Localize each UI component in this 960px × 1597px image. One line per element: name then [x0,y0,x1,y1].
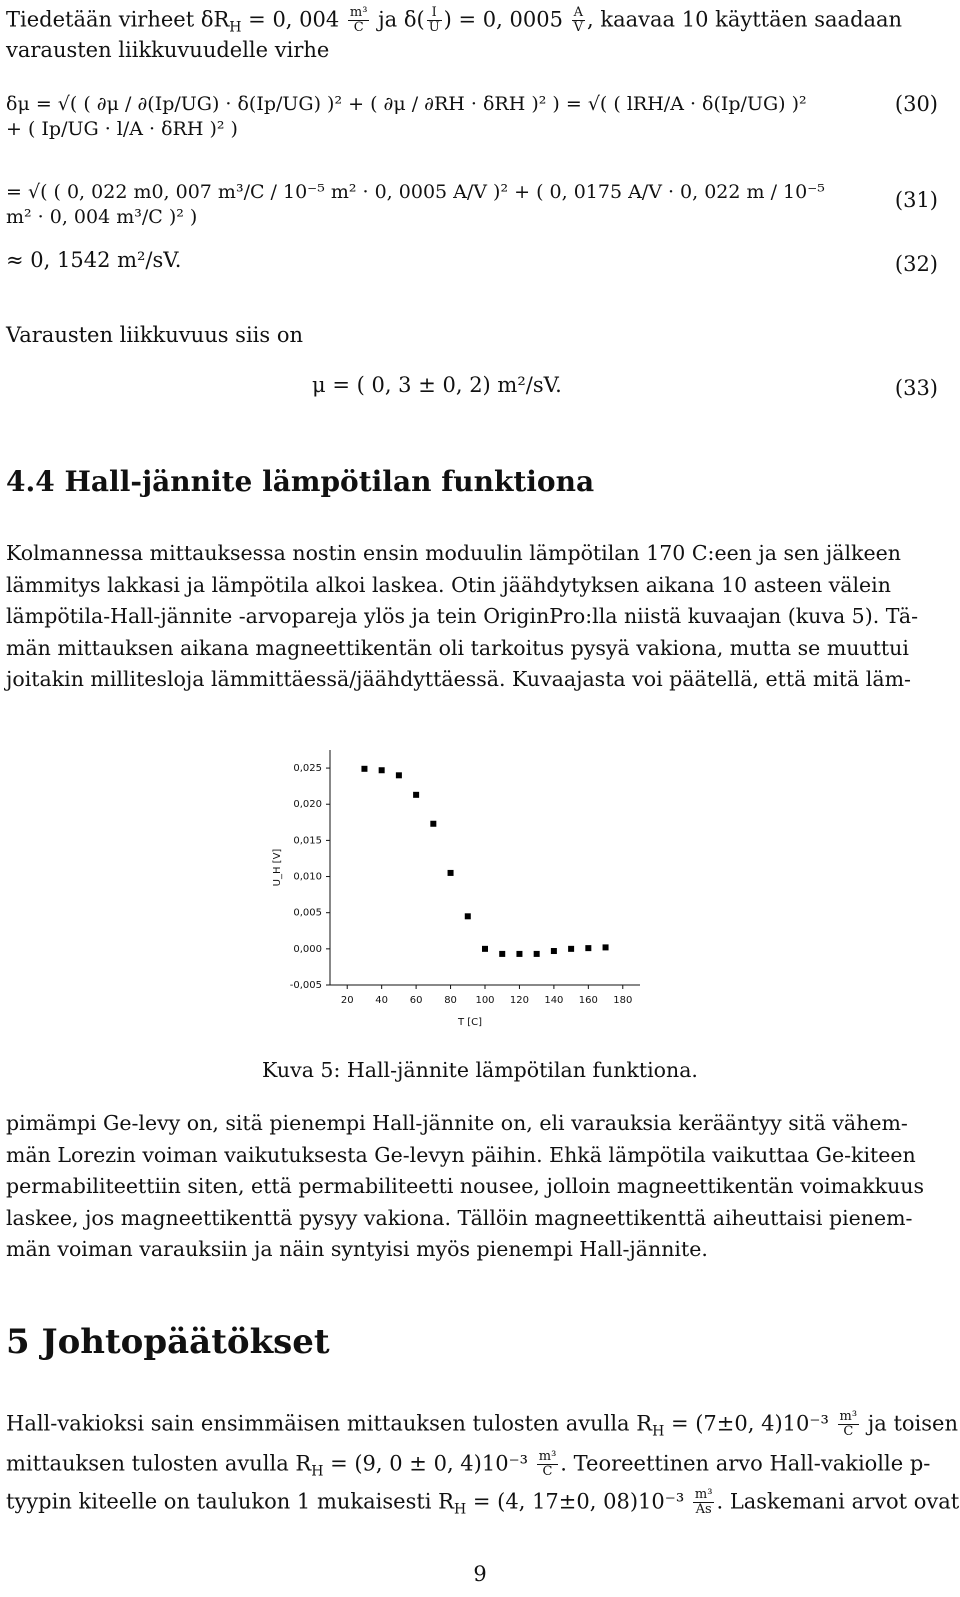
paragraph-line: lämmitys lakkasi ja lämpötila alkoi laskea. Otin jäähdytyksen aikana 10 asteen välein [6,572,891,597]
frac-den: U [428,20,440,36]
sub-h: H [311,1463,324,1480]
section-5-line-2 [6,1450,946,1480]
paragraph-line: pimämpi Ge-levy on, sitä pienempi Hall-jännite on, eli varauksia kerääntyy sitä vähem- [6,1111,908,1135]
intro-eq2: ) = 0, 0005 [443,7,570,32]
section-5-title: 5 Johtopäätökset [6,1322,330,1362]
paragraph-line: män voiman varauksiin ja näin syntyisi myös pienempi Hall-jännite. [6,1237,708,1261]
section-5-line-3 [6,1487,960,1518]
y-tick-label: 0,025 [293,763,322,775]
data-point [499,951,505,957]
frac-num: m³ [538,1449,557,1464]
paragraph-line: män mittauksen aikana magneettikentän oli tarkoitus pysyä vakiona, mutta se muuttui [6,635,909,660]
rh-value-theoretical: = (4, 17±0, 08)10⁻³ [466,1489,691,1514]
rh-value-2: = (9, 0 ± 0, 4)10⁻³ [323,1451,535,1476]
paragraph-line: laskee, jos magneettikenttä pysyy vakiona. Tällöin magneettikenttä aiheuttaisi pienem- [6,1205,913,1230]
section-5-tail: ja toisen [861,1411,959,1436]
equation-30 [6,92,826,141]
intro-frac-ipug [427,6,442,36]
equation-32-text: ≈ 0, 1542 m²/sV. [6,248,182,272]
y-tick-label: 0,020 [293,799,322,811]
chart-root [272,750,640,1028]
mobility-intro: Varausten liikkuvuus siis on [6,323,304,347]
data-point [396,772,402,778]
y-tick-label: -0,005 [289,980,322,991]
frac-den: C [542,1464,553,1480]
x-tick-label: 180 [613,995,633,1006]
unit-frac [838,1410,860,1440]
data-point [465,913,471,919]
y-axis-label: U_H [V] [272,848,283,887]
data-point [430,821,436,827]
equation-number-32: (32) [894,252,938,276]
equation-33 [312,373,562,397]
rh-value-1: = (7±0, 4)10⁻³ [664,1411,836,1436]
x-axis-label: T [C] [457,1017,483,1028]
equation-33-text: μ = ( 0, 3 ± 0, 2) m²/sV. [312,373,562,397]
x-tick-label: 40 [375,995,389,1006]
paragraph-line: joitakin millitesloja lämmittäessä/jäähdyttäessä. Kuvaajasta voi päätellä, että mitä läm- [6,667,911,691]
data-point [413,792,419,798]
equation-number-33: (33) [894,376,938,400]
x-tick-label: 100 [475,995,495,1006]
data-point [379,767,385,773]
section-5-text: Hall-vakioksi sain ensimmäisen mittauksen tulosten avulla R [6,1411,653,1436]
equation-number-30: (30) [894,92,938,116]
frac-num: A [573,5,584,20]
x-tick-label: 20 [340,995,354,1006]
frac-den: V [573,20,584,36]
data-point [568,946,574,952]
intro-mid: ja δ( [371,7,425,32]
page-number: 9 [473,1562,487,1586]
paragraph-line: permabiliteettiin siten, että permabiliteetti nousee, jolloin magneettikentän voimakkuus [6,1174,925,1198]
frac-num: m³ [349,5,368,20]
section-5-text: tyypin kiteelle on taulukon 1 mukaisesti R [6,1489,454,1514]
section-5-line-1 [6,1409,959,1440]
equation-31-text: = √( ( 0, 022 m0, 007 m³/C / 10⁻⁵ m² · 0, 0005 A/V )² + ( 0, 0175 A/V · 0, 022 m / 10⁻⁵ m² · 0, 004 m³/C )² ) [6,181,825,228]
data-point [603,944,609,950]
intro-frac-av [572,6,585,36]
x-tick-label: 80 [444,995,457,1006]
data-point [585,945,591,951]
sub-h: H [454,1501,467,1518]
hall-voltage-chart [250,740,650,1030]
intro-text-prefix: Tiedetään virheet δR [6,7,230,32]
equation-30-text: δμ = √( ( ∂μ / ∂(Ip/UG) · δ(Ip/UG) )² + ( ∂μ / ∂RH · δRH )² ) = √( ( lRH/A · δ(Ip/UG) )² + ( Ip/UG · l/A · δRH )² ) [6,93,807,140]
data-point [516,951,522,957]
frac-num: m³ [839,1409,858,1424]
equation-number-31: (31) [894,188,938,212]
unit-frac [537,1450,559,1480]
intro-suffix: , kaavaa 10 käyttäen saadaan [587,7,903,32]
y-tick-label: 0,015 [293,835,322,847]
frac-num: m³ [694,1487,713,1502]
data-point [551,948,557,954]
paragraph-line: män Lorezin voiman vaikutuksesta Ge-levyn päihin. Ehkä lämpötila vaikuttaa Ge-kiteen [6,1142,916,1167]
unit-frac [693,1488,715,1518]
section-5-tail: . Laskemani arvot ovat [716,1489,960,1514]
frac-den: As [695,1502,712,1518]
frac-num: I [427,6,442,21]
intro-frac-m3c [348,6,370,36]
paragraph-after-chart [6,1108,941,1266]
y-tick-label: 0,005 [293,907,322,919]
sub-h: H [652,1423,665,1440]
intro-line-2: varausten liikkuvuudelle virhe [6,38,330,62]
section-5-tail: . Teoreettinen arvo Hall-vakiolle p- [560,1451,931,1476]
x-tick-label: 120 [509,995,529,1006]
x-tick-label: 60 [409,995,423,1006]
x-tick-label: 140 [544,995,564,1006]
figure-caption: Kuva 5: Hall-jännite lämpötilan funktiona. [262,1058,698,1082]
intro-eq1: = 0, 004 [241,7,346,32]
y-tick-label: 0,010 [293,871,322,883]
x-tick-label: 160 [578,995,598,1006]
paragraph-line: Kolmannessa mittauksessa nostin ensin moduulin lämpötilan 170 C:een ja sen jälkeen [6,541,901,565]
section-4-4-paragraph [6,538,941,696]
data-point [448,870,454,876]
intro-line-1 [6,6,902,36]
data-point [534,951,540,957]
data-point [361,766,367,772]
y-tick-label: 0,000 [293,943,322,955]
intro-sub-h: H [229,19,242,36]
equation-31 [6,180,826,229]
equation-32 [6,248,181,272]
frac-den: C [353,20,364,36]
data-point [482,946,488,952]
section-5-text: mittauksen tulosten avulla R [6,1451,312,1476]
frac-den: C [843,1424,854,1440]
paragraph-line: lämpötila-Hall-jännite -arvopareja ylös ja tein OriginPro:lla niistä kuvaajan (kuva 5). Tä- [6,604,918,628]
section-4-4-title: 4.4 Hall-jännite lämpötilan funktiona [6,465,595,498]
